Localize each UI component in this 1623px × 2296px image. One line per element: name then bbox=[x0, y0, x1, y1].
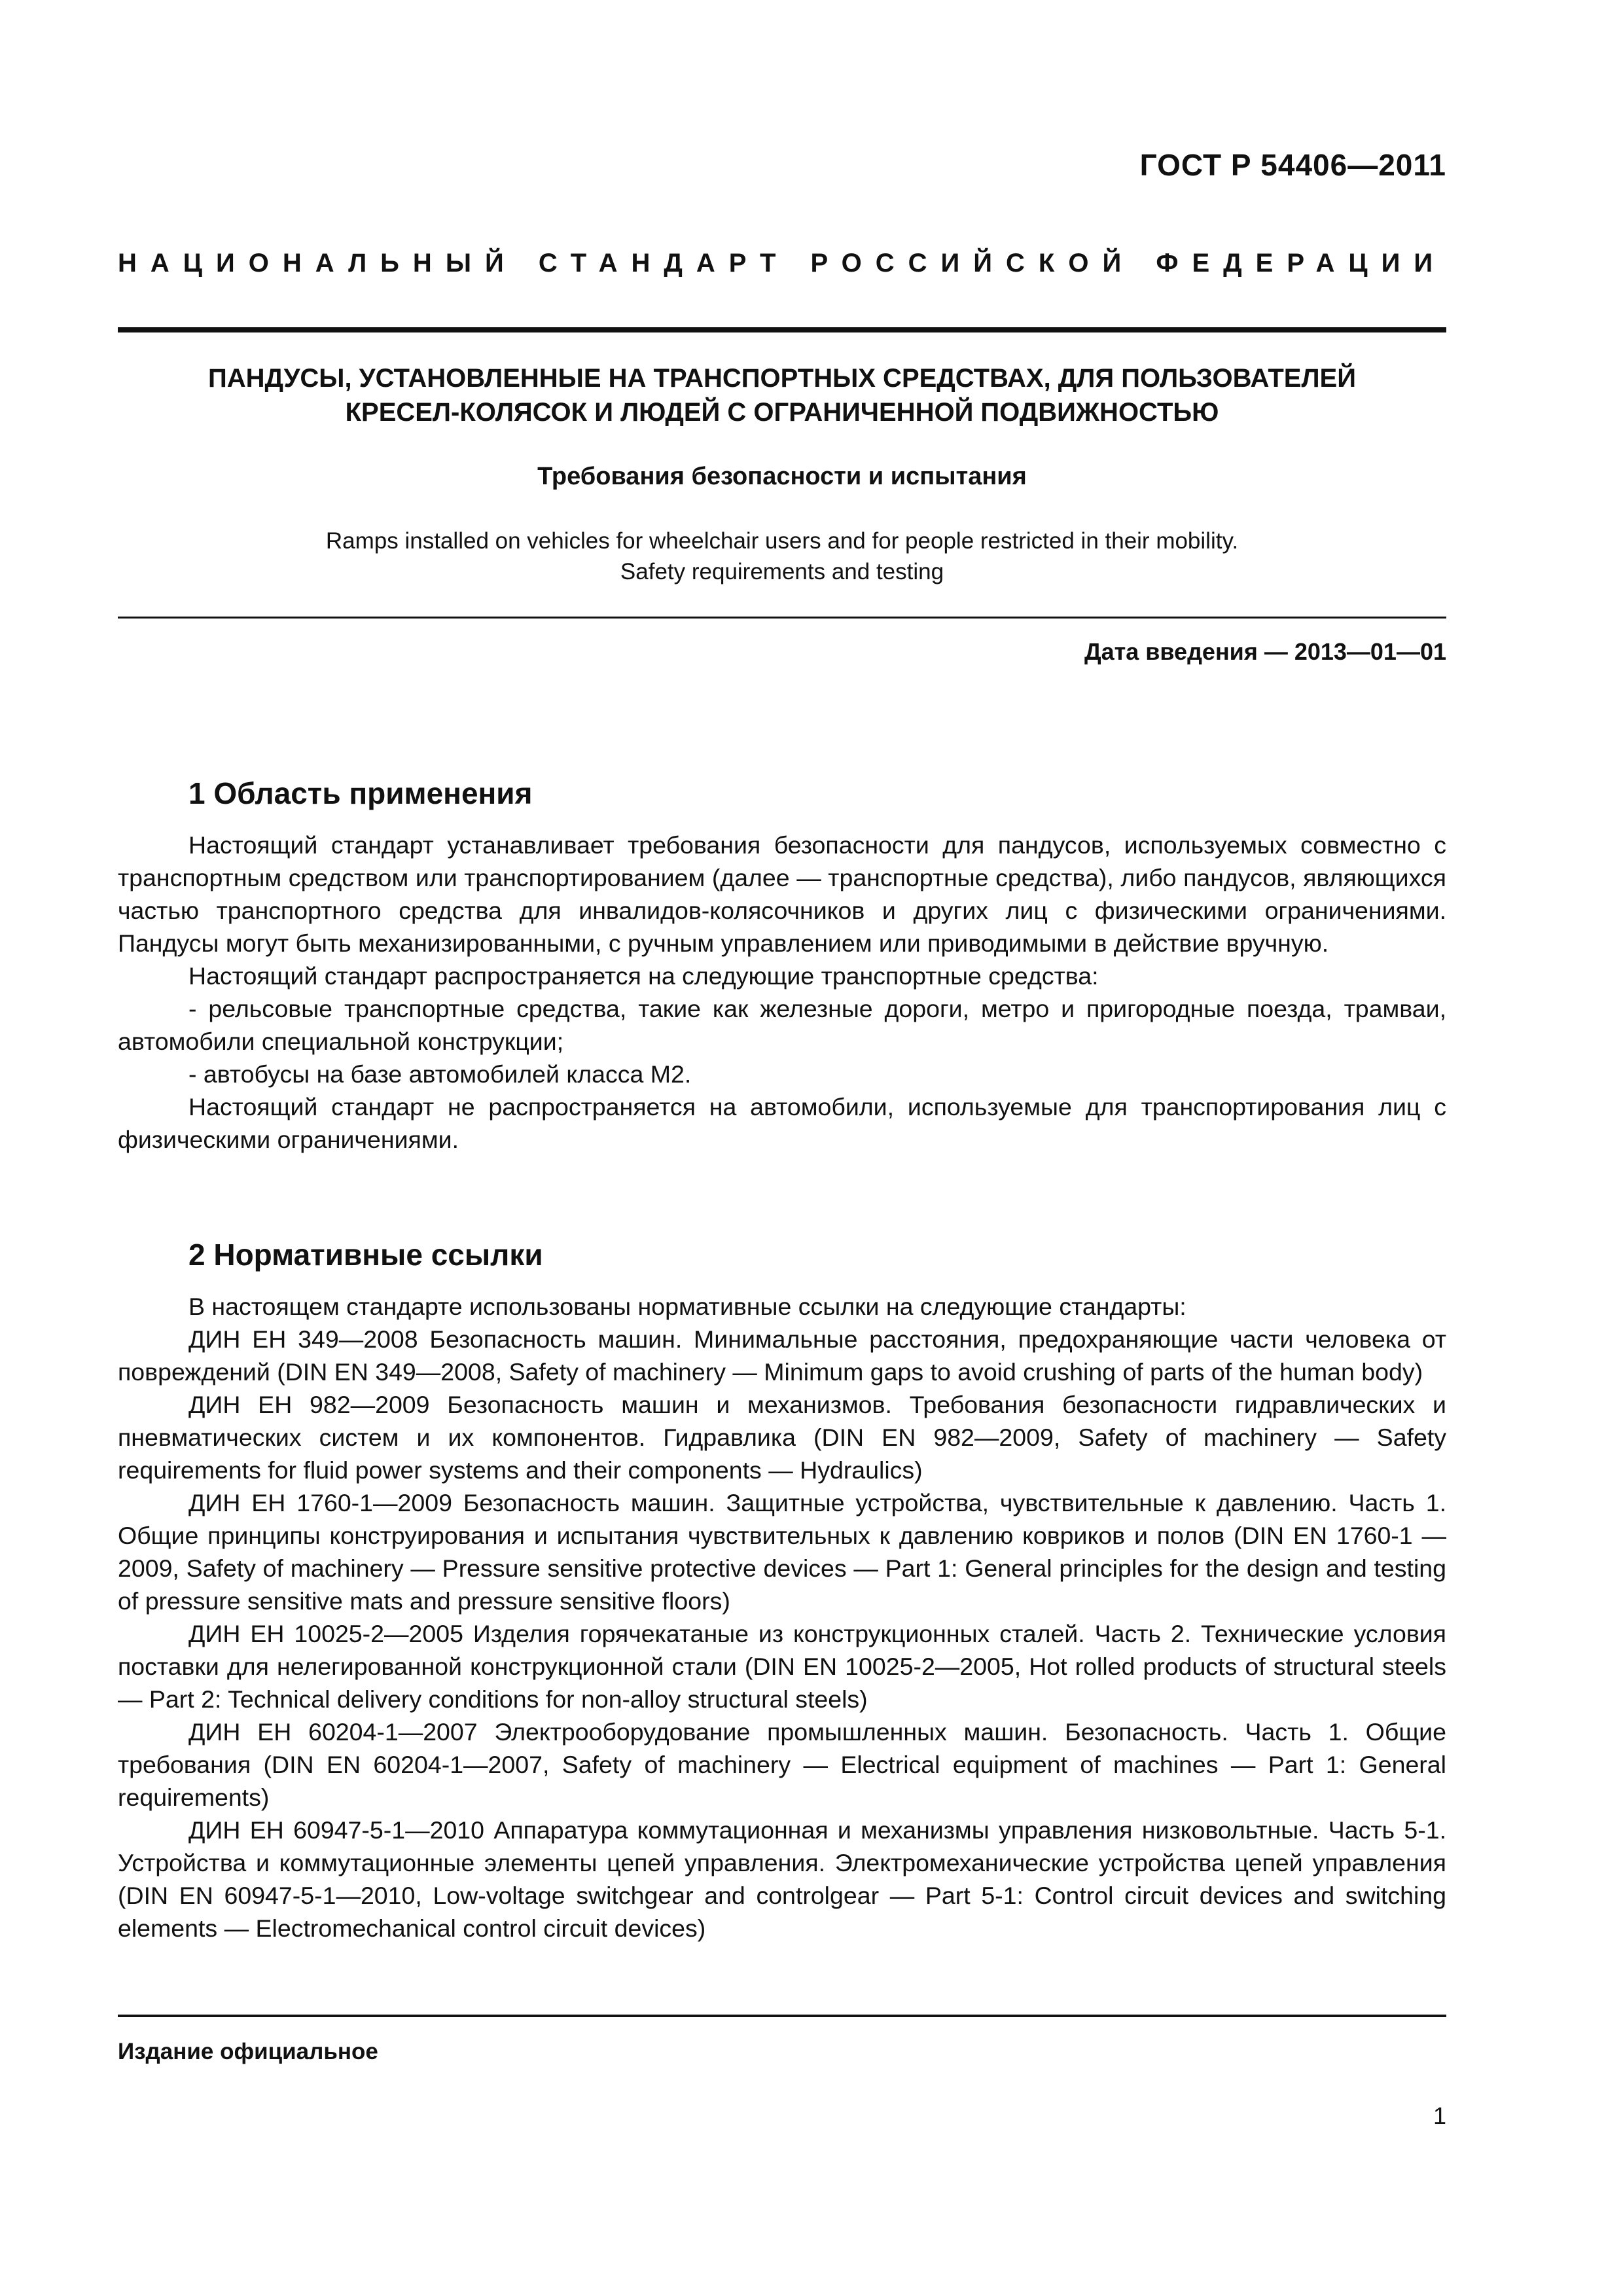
section-scope bbox=[118, 772, 1446, 1156]
reference-item: ДИН ЕН 349—2008 Безопасность машин. Минимальные расстояния, предохраняющие части человека от повреждений (DIN EN 349—2008, Safety of machinery — Minimum gaps to avoid crushing of parts of the human body) bbox=[118, 1325, 1446, 1386]
paragraph: В настоящем стандарте использованы нормативные ссылки на следующие стандарты: bbox=[188, 1293, 1186, 1320]
title-line-2: КРЕСЕЛ-КОЛЯСОК И ЛЮДЕЙ С ОГРАНИЧЕННОЙ ПОДВИЖНОСТЬЮ bbox=[345, 398, 1219, 427]
introduction-date: Дата введения — 2013—01—01 bbox=[1084, 638, 1446, 665]
edition-note: Издание официальное bbox=[118, 2039, 378, 2064]
reference-item: ДИН ЕН 1760-1—2009 Безопасность машин. Защитные устройства, чувствительные к давлению. Часть 1. Общие принципы конструирования и испытания чувствительных к давлению ковриков и полов (DIN EN 1760-1 — 2009, Safety of machinery — Pressure sensitive protective devices — Part 1: General principles for the design and testing of pressure sensitive mats and pressure sensitive floors) bbox=[118, 1489, 1446, 1615]
header-divider bbox=[118, 327, 1446, 332]
standard-type-heading: НАЦИОНАЛЬНЫЙ СТАНДАРТ РОССИЙСКОЙ ФЕДЕРАЦИИ bbox=[118, 249, 1447, 278]
title-divider bbox=[118, 617, 1446, 619]
list-item: - автобусы на базе автомобилей класса М2. bbox=[188, 1060, 692, 1088]
document-subtitle: Требования безопасности и испытания bbox=[537, 463, 1027, 490]
document-number: ГОСТ Р 54406—2011 bbox=[1139, 148, 1446, 182]
section-normative-references bbox=[118, 1234, 1446, 1945]
reference-item: ДИН ЕН 10025-2—2005 Изделия горячекатаные из конструкционных сталей. Часть 2. Технические условия поставки для нелегированной конструкционной стали (DIN EN 10025-2—2005, Hot rolled products of structural steels — Part 2: Technical delivery conditions for non-alloy structural steels) bbox=[118, 1620, 1446, 1713]
english-title-line-2: Safety requirements and testing bbox=[620, 559, 944, 584]
title-line-1: ПАНДУСЫ, УСТАНОВЛЕННЫЕ НА ТРАНСПОРТНЫХ СРЕДСТВАХ, ДЛЯ ПОЛЬЗОВАТЕЛЕЙ bbox=[208, 364, 1356, 393]
section-heading: 2 Нормативные ссылки bbox=[188, 1238, 543, 1272]
reference-item: ДИН ЕН 60947-5-1—2010 Аппаратура коммутационная и механизмы управления низковольтные. Часть 5-1. Устройства и коммутационные элементы цепей управления. Электромеханические устройства цепей управления (DIN EN 60947-5-1—2010, Low-voltage switchgear and controlgear — Part 5-1: Control circuit devices and switching elements — Electromechanical control circuit devices) bbox=[118, 1816, 1446, 1942]
english-title bbox=[118, 526, 1446, 587]
section-heading: 1 Область применения bbox=[188, 776, 533, 810]
document-title bbox=[118, 361, 1446, 429]
paragraph: Настоящий стандарт устанавливает требования безопасности для пандусов, используемых совместно с транспортным средством или транспортированием (далее — транспортные средства), либо пандусов, являющихся частью транспортного средства для инвалидов-колясочников и других лиц с физическими ограничениями. Пандусы могут быть механизированными, с ручным управлением или приводимыми в действие вручную. bbox=[118, 831, 1446, 957]
english-title-line-1: Ramps installed on vehicles for wheelchair users and for people restricted in their mobility. bbox=[325, 528, 1239, 554]
paragraph: Настоящий стандарт не распространяется на автомобили, используемые для транспортирования лиц с физическими ограничениями. bbox=[118, 1093, 1446, 1153]
paragraph: Настоящий стандарт распространяется на следующие транспортные средства: bbox=[188, 962, 1099, 990]
reference-item: ДИН ЕН 982—2009 Безопасность машин и механизмов. Требования безопасности гидравлических и пневматических систем и их компонентов. Гидравлика (DIN EN 982—2009, Safety of machinery — Safety requirements for fluid power systems and their components — Hydraulics) bbox=[118, 1391, 1446, 1484]
list-item: - рельсовые транспортные средства, такие как железные дороги, метро и пригородные поезда, трамваи, автомобили специальной конструкции; bbox=[118, 995, 1446, 1055]
footer-divider bbox=[118, 2015, 1446, 2017]
reference-item: ДИН ЕН 60204-1—2007 Электрооборудование промышленных машин. Безопасность. Часть 1. Общие требования (DIN EN 60204-1—2007, Safety of machinery — Electrical equipment of machines — Part 1: General requirements) bbox=[118, 1718, 1446, 1811]
page-number: 1 bbox=[1433, 2102, 1446, 2129]
